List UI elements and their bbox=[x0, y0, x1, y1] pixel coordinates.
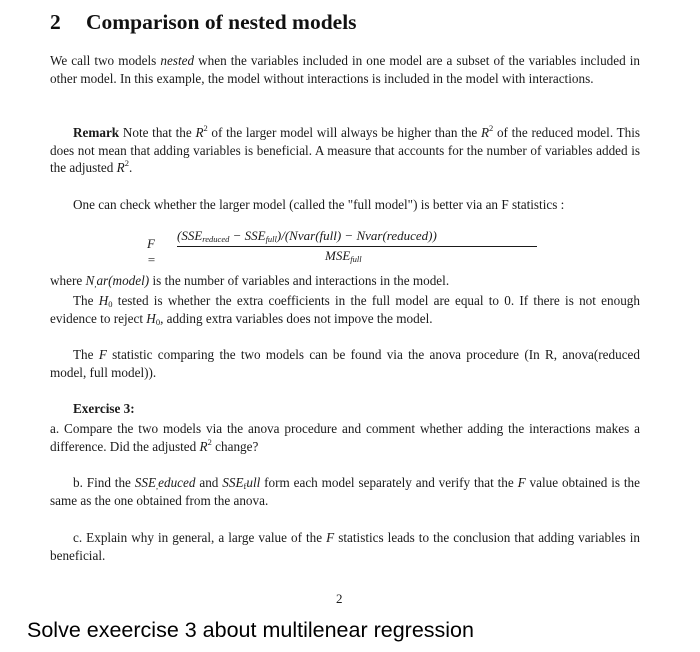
exercise-part-c: c. Explain why in general, a large value of the F statistics leads to the conclusion that adding variables in beneficial. bbox=[50, 530, 640, 563]
formula-denominator: $MSE_{full}$ bbox=[325, 248, 362, 264]
intro-paragraph: We call two models nested when the variables included in one model are a subset of the variables included in other model. In this example, the model without interactions is included in the model with interactions. bbox=[50, 53, 641, 86]
formula-lhs: F = bbox=[147, 236, 156, 267]
remark-paragraph: Remark Note that the $R^2$ of the larger model will always be higher than the $R^2$ of the reduced model. This does not mean that adding variables is beneficial. A measure that accounts for the number of variables added is the adjusted $R^2$. bbox=[50, 123, 641, 175]
formula-numerator: ($SSE_{reduced}$ − $SSE_{full})/(Nvar(full)$ − Nvar(reduced)) bbox=[177, 228, 437, 244]
exercise-part-b: b. Find the $SSE_,educed$ and $SSE_full$ form each model separately and verify that the F value obtained is the same as the one obtained from the anova. bbox=[50, 475, 640, 508]
nested-term: nested bbox=[160, 53, 195, 68]
section-title: Comparison of nested models bbox=[86, 10, 357, 34]
section-number: 2 bbox=[50, 10, 61, 34]
section-heading bbox=[50, 10, 357, 35]
where-paragraph: where $N_,ar(model)$ is the number of variables and interactions in the model. bbox=[50, 273, 450, 289]
remark-label: Remark bbox=[73, 125, 120, 140]
question-caption: Solve exeercise 3 about multilenear regression bbox=[27, 618, 474, 642]
anova-paragraph: The F statistic comparing the two models can be found via the anova procedure (In R, anova(reduced model, full model)). bbox=[50, 347, 640, 380]
fraction-bar bbox=[177, 246, 537, 247]
f-statistic-intro: One can check whether the larger model (called the "full model") is better via an F statistics : bbox=[73, 197, 565, 212]
exercise-part-a: a. Compare the two models via the anova procedure and comment whether adding the interactions makes a difference. Did the adjusted $R^2$ change? bbox=[50, 421, 640, 454]
h0-paragraph: The $H_0$ tested is whether the extra coefficients in the full model are equal to 0. If there is not enough evidence to reject $H_0$, adding extra variables does not impove the model. bbox=[50, 293, 640, 327]
exercise-title: Exercise 3: bbox=[73, 401, 135, 416]
page-number: 2 bbox=[336, 591, 343, 606]
